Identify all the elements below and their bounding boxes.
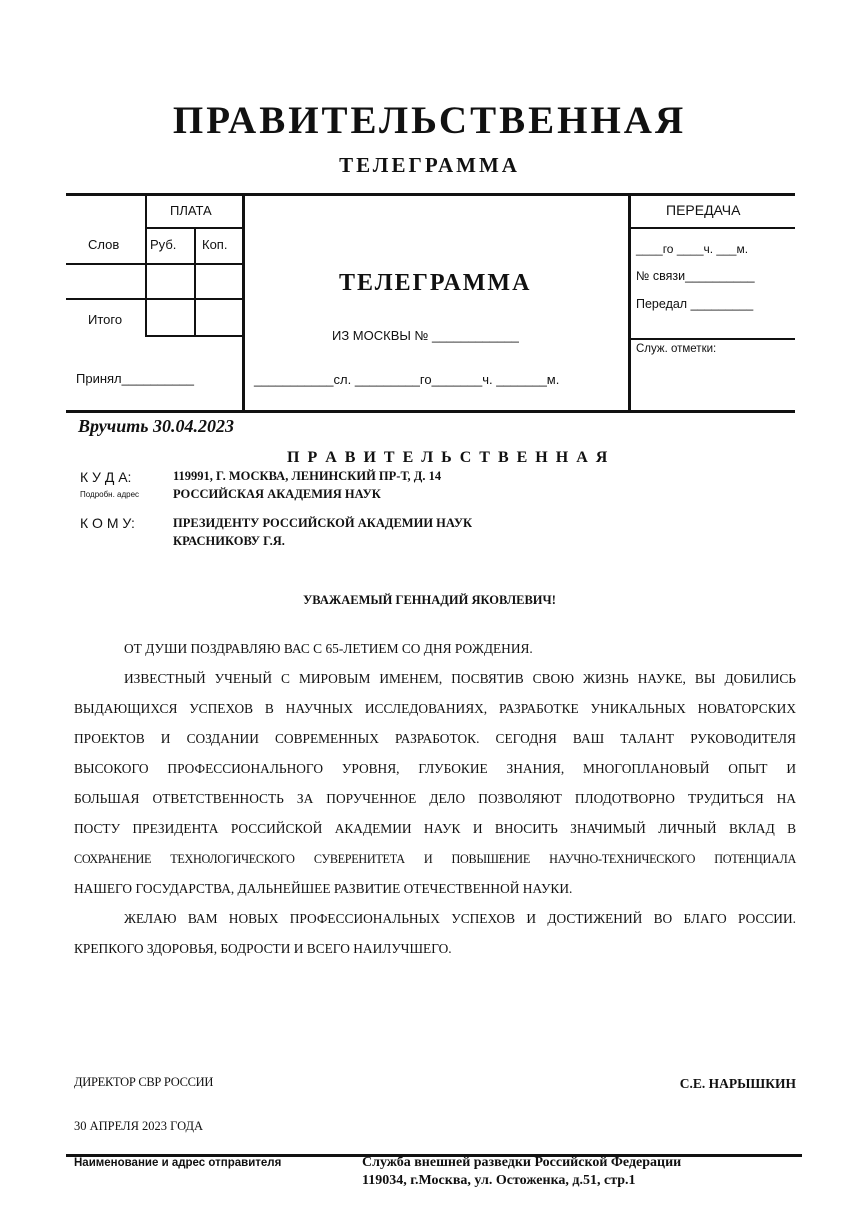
sender-label: Наименование и адрес отправителя [74, 1157, 282, 1169]
komu-line1: ПРЕЗИДЕНТУ РОССИЙСКОЙ АКАДЕМИИ НАУК [173, 516, 473, 530]
document-title: ПРАВИТЕЛЬСТВЕННАЯ [172, 99, 687, 142]
body-line: ИЗВЕСТНЫЙ УЧЕНЫЙ С МИРОВЫМ ИМЕНЕМ, ПОСВЯТИВ СВОЮ ЖИЗНЬ НАУКЕ, ВЫ ДОБИЛИСЬ [124, 671, 796, 686]
sluzh-otmetki-label: Служ. отметки: [636, 343, 717, 355]
body-line: СОХРАНЕНИЕ ТЕХНОЛОГИЧЕСКОГО СУВЕРЕНИТЕТА И ПОВЫШЕНИЕ НАУЧНО-ТЕХНИЧЕСКОГО ПОТЕНЦИАЛА [74, 852, 796, 866]
body-line: КРЕПКОГО ЗДОРОВЬЯ, БОДРОСТИ И ВСЕГО НАИЛУЧШЕГО. [74, 941, 452, 956]
delivery-date: Вручить 30.04.2023 [78, 416, 234, 436]
peredacha-label: ПЕРЕДАЧА [666, 202, 741, 218]
sender-address: 119034, г.Москва, ул. Остоженка, д.51, стр.1 [362, 1173, 636, 1188]
grid-line [630, 227, 795, 229]
nomer-svyazi-label: № связи__________ [636, 269, 755, 283]
form-top-border [66, 193, 795, 196]
grid-line [66, 298, 145, 300]
gov-spaced-heading: П Р А В И Т Е Л Ь С Т В Е Н Н А Я [287, 449, 610, 466]
grid-line [145, 195, 147, 336]
form-bottom-border [66, 410, 795, 413]
slov-label: Слов [88, 237, 120, 252]
peredal-label: Передал _________ [636, 297, 754, 311]
signature-position: ДИРЕКТОР СВР РОССИИ [74, 1075, 214, 1089]
salutation: УВАЖАЕМЫЙ ГЕННАДИЙ ЯКОВЛЕВИЧ! [303, 593, 556, 607]
sender-name: Служба внешней разведки Российской Федерации [362, 1155, 682, 1170]
kuda-label: К У Д А: [80, 469, 132, 485]
plata-label: ПЛАТА [170, 203, 212, 218]
grid-line [194, 227, 196, 336]
iz-moskvy-label: ИЗ МОСКВЫ № ____________ [332, 328, 519, 343]
komu-label: К О М У: [80, 515, 135, 531]
rub-label: Руб. [150, 237, 177, 252]
komu-line2: КРАСНИКОВУ Г.Я. [173, 534, 285, 548]
body-line: ПРОЕКТОВ И СОЗДАНИИ СОВРЕМЕННЫХ РАЗРАБОТОК. СЕГОДНЯ ВАШ ТАЛАНТ РУКОВОДИТЕЛЯ [74, 731, 796, 746]
podrobn-label: Подробн. адрес [80, 490, 140, 499]
prinyal-label: Принял__________ [76, 371, 194, 386]
grid-line [66, 263, 243, 265]
grid-line [242, 195, 245, 411]
body-line: ПОСТУ ПРЕЗИДЕНТА РОССИЙСКОЙ АКАДЕМИИ НАУК И ВНОСИТЬ ЗНАЧИМЫЙ ЛИЧНЫЙ ВКЛАД В [74, 821, 796, 836]
kop-label: Коп. [202, 237, 228, 252]
body-line: БОЛЬШАЯ ОТВЕТСТВЕННОСТЬ ЗА ПОРУЧЕННОЕ ДЕЛО ПОЗВОЛЯЮТ ПЛОДОТВОРНО ТРУДИТЬСЯ НА [74, 791, 796, 806]
sl-time-line: ___________сл. _________го_______ч. _______м. [254, 372, 560, 387]
peredacha-time-line: ____го ____ч. ___м. [636, 242, 749, 256]
grid-line [630, 338, 795, 340]
body-line: ВЫДАЮЩИХСЯ УСПЕХОВ В НАУЧНЫХ ИССЛЕДОВАНИЯХ, РАЗРАБОТКЕ УНИКАЛЬНЫХ НОВАТОРСКИХ [74, 701, 796, 716]
signature-name: С.Е. НАРЫШКИН [679, 1076, 796, 1091]
body-line: ОТ ДУШИ ПОЗДРАВЛЯЮ ВАС С 65-ЛЕТИЕМ СО ДНЯ РОЖДЕНИЯ. [124, 641, 533, 656]
signature-date: 30 АПРЕЛЯ 2023 ГОДА [74, 1119, 204, 1133]
body-line: ЖЕЛАЮ ВАМ НОВЫХ ПРОФЕССИОНАЛЬНЫХ УСПЕХОВ И ДОСТИЖЕНИЙ ВО БЛАГО РОССИИ. [124, 911, 796, 926]
podrobn-value: РОССИЙСКАЯ АКАДЕМИЯ НАУК [173, 487, 381, 501]
body-line: НАШЕГО ГОСУДАРСТВА, ДАЛЬНЕЙШЕЕ РАЗВИТИЕ ОТЕЧЕСТВЕННОЙ НАУКИ. [74, 881, 573, 896]
body-line: ВЫСОКОГО ПРОФЕССИОНАЛЬНОГО УРОВНЯ, ГЛУБОКИЕ ЗНАНИЯ, МНОГОПЛАНОВЫЙ ОПЫТ И [74, 761, 796, 776]
form-center-title: ТЕЛЕГРАММА [339, 270, 532, 296]
message-body [74, 634, 796, 964]
kuda-value: 119991, Г. МОСКВА, ЛЕНИНСКИЙ ПР-Т, Д. 14 [173, 469, 442, 483]
itogo-label: Итого [88, 312, 123, 327]
document-subtitle: ТЕЛЕГРАММА [339, 153, 520, 177]
